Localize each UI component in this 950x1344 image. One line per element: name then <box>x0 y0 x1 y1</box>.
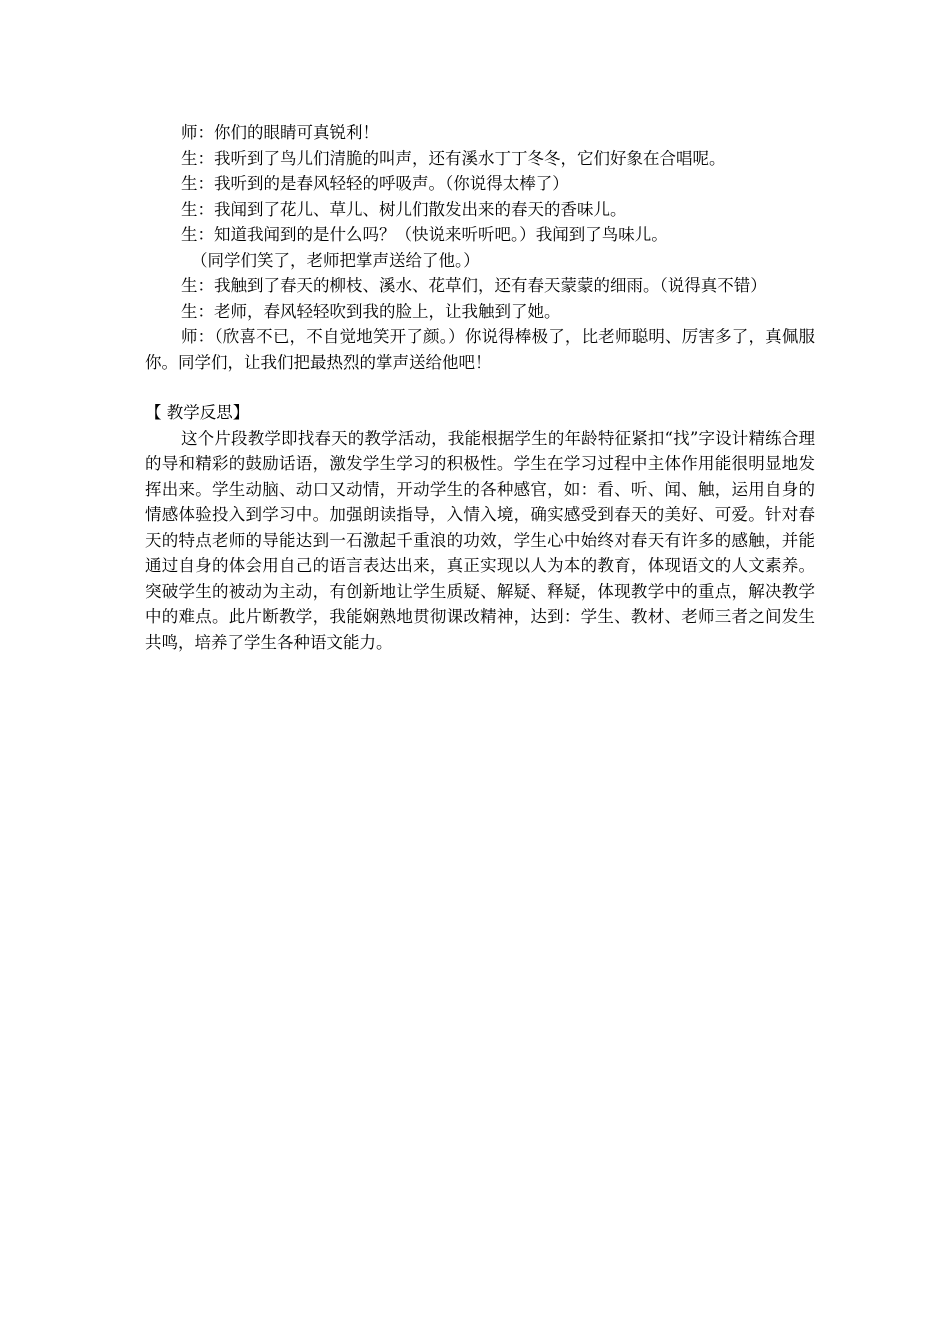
section-heading: 【 教学反思】 <box>145 403 250 422</box>
dialogue-line: 生：我触到了春天的柳枝、溪水、花草们，还有春天蒙蒙的细雨。（说得真不错） <box>181 276 767 295</box>
section-gap <box>145 375 815 400</box>
dialogue-line: 生：我听到了鸟儿们清脆的叫声，还有溪水丁丁冬冬，它们好象在合唱呢。 <box>181 148 726 168</box>
dialogue-line: 生：我闻到了花儿、草儿、树儿们散发出来的春天的香味儿。 <box>181 199 627 219</box>
dialogue-line: 师：（欣喜不已，不自觉地笑开了颜。）你说得棒极了，比老师聪明、厉害多了，真佩服你。同学们，让我们把最热烈的掌声送给他吧！ <box>145 327 815 372</box>
reflection-paragraph: 这个片段教学即找春天的教学活动，我能根据学生的年龄特征紧扣“找”字设计精练合理的导和精彩的鼓励话语，激发学生学习的积极性。学生在学习过程中主体作用能很明显地发挥出来。学生动脑、动口又动情，开动学生的各种感官，如：看、听、闻、触，运用自身的情感体验投入到学习中。加强朗读指导，入情入境，确实感受到春天的美好、可爱。针对春天的特点老师的导能达到一石激起千重浪的功效，学生心中始终对春天有许多的感触，并能通过自身的体会用自己的语言表达出来，真正实现以人为本的教育，体现语文的人文素养。突破学生的被动为主动，有创新地让学生质疑、解疑、释疑，体现教学中的重点，解决教学中的难点。此片断教学，我能娴熟地贯彻课改精神，达到：学生、教材、老师三者之间发生共鸣，培养了学生各种语文能力。 <box>145 428 815 652</box>
document-content <box>145 120 815 655</box>
dialogue-line: 生：我听到的是春风轻轻的呼吸声。（你说得太棒了） <box>181 174 569 193</box>
dialogue-line: 生：老师，春风轻轻吹到我的脸上，让我触到了她。 <box>181 301 561 321</box>
stage-direction: （同学们笑了，老师把掌声送给了他。） <box>191 250 480 270</box>
dialogue-line: 师：你们的眼睛可真锐利！ <box>181 123 379 142</box>
dialogue-line: 生：知道我闻到的是什么吗？（快说来听听吧。）我闻到了鸟味儿。 <box>181 225 668 244</box>
